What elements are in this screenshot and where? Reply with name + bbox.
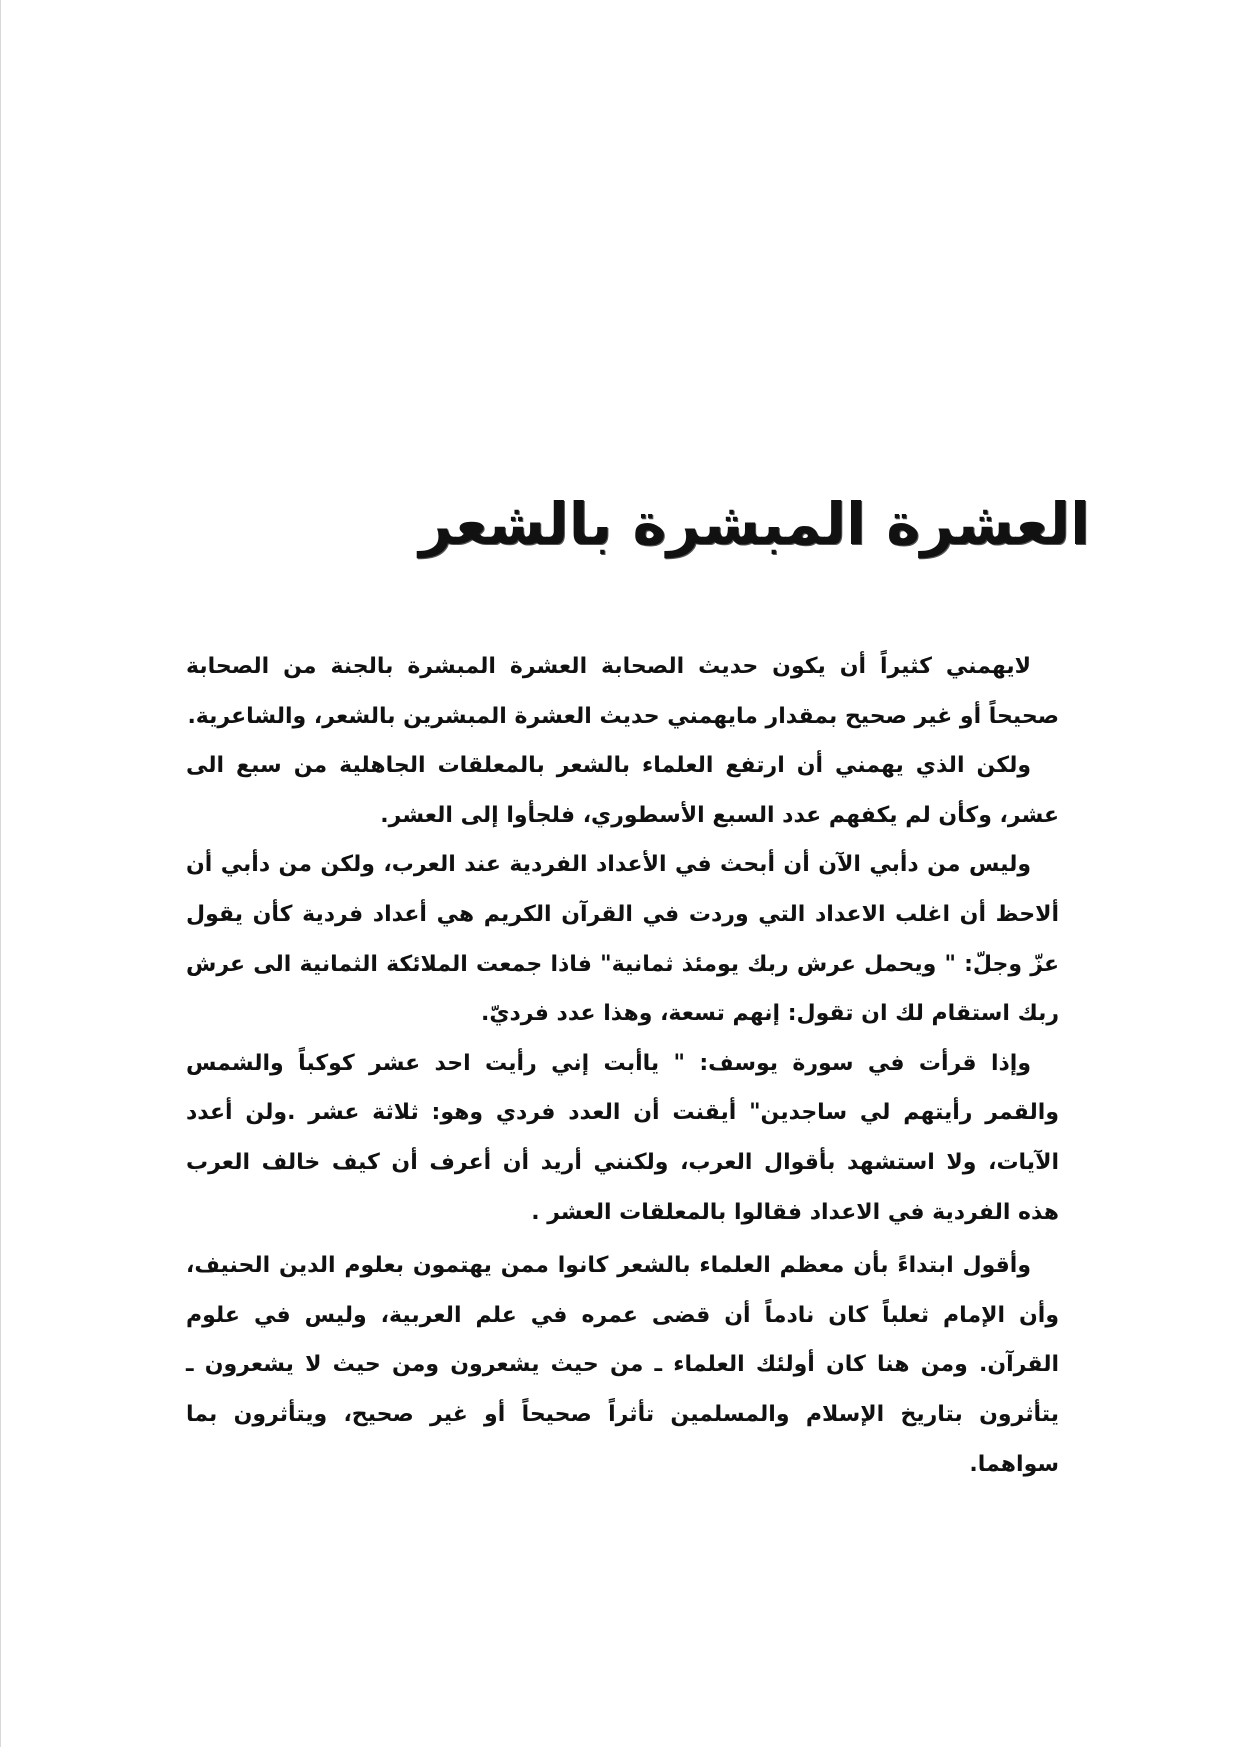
page-title: العشرة المبشرة بالشعر	[419, 490, 1090, 558]
paragraph-5: وأقول ابتداءً بأن معظم العلماء بالشعر كانوا ممن يهتمون بعلوم الدين الحنيف، وأن الإمام ثعلباً كان نادماً أن قضى عمره في علم العربية، وليس في علوم القرآن. ومن هنا كان أولئك العلماء ـ من حيث يشعرون ومن حيث لا يشعرون ـ يتأثرون بتاريخ الإسلام والمسلمين تأثراً صحيحاً أو غير صحيح، ويتأثرون بما سواهما.	[186, 1253, 1059, 1477]
paragraph-4: وإذا قرأت في سورة يوسف: " ياأبت إني رأيت احد عشر كوكباً والشمس والقمر رأيتهم لي ساجدين" أيقنت أن العدد فردي وهو: ثلاثة عشر .ولن أعدد الآيات، ولا استشهد بأقوال العرب، ولكنني أريد أن أعرف أن كيف خالف العرب هذه الفردية في الاعداد فقالوا بالمعلقات العشر .	[186, 1050, 1059, 1225]
paragraph-1: لايهمني كثيراً أن يكون حديث الصحابة العشرة المبشرة بالجنة من الصحابة صحيحاً أو غير صحيح بمقدار مايهمني حديث العشرة المبشرين بالشعر، والشاعرية.	[186, 654, 1059, 729]
paragraph-2: ولكن الذي يهمني أن ارتفع العلماء بالشعر بالمعلقات الجاهلية من سبع الى عشر، وكأن لم يكفهم عدد السبع الأسطوري، فلجأوا إلى العشر.	[186, 753, 1059, 828]
body-text	[186, 642, 1059, 1489]
paragraph-3: وليس من دأبي الآن أن أبحث في الأعداد الفردية عند العرب، ولكن من دأبي أن ألاحظ أن اغلب الاعداد التي وردت في القرآن الكريم هي أعداد فردية كأن يقول عزّ وجلّ: " ويحمل عرش ربك يومئذ ثمانية" فاذا جمعت الملائكة الثمانية الى عرش ربك استقام لك ان تقول: إنهم تسعة، وهذا عدد فرديّ.	[186, 852, 1059, 1027]
